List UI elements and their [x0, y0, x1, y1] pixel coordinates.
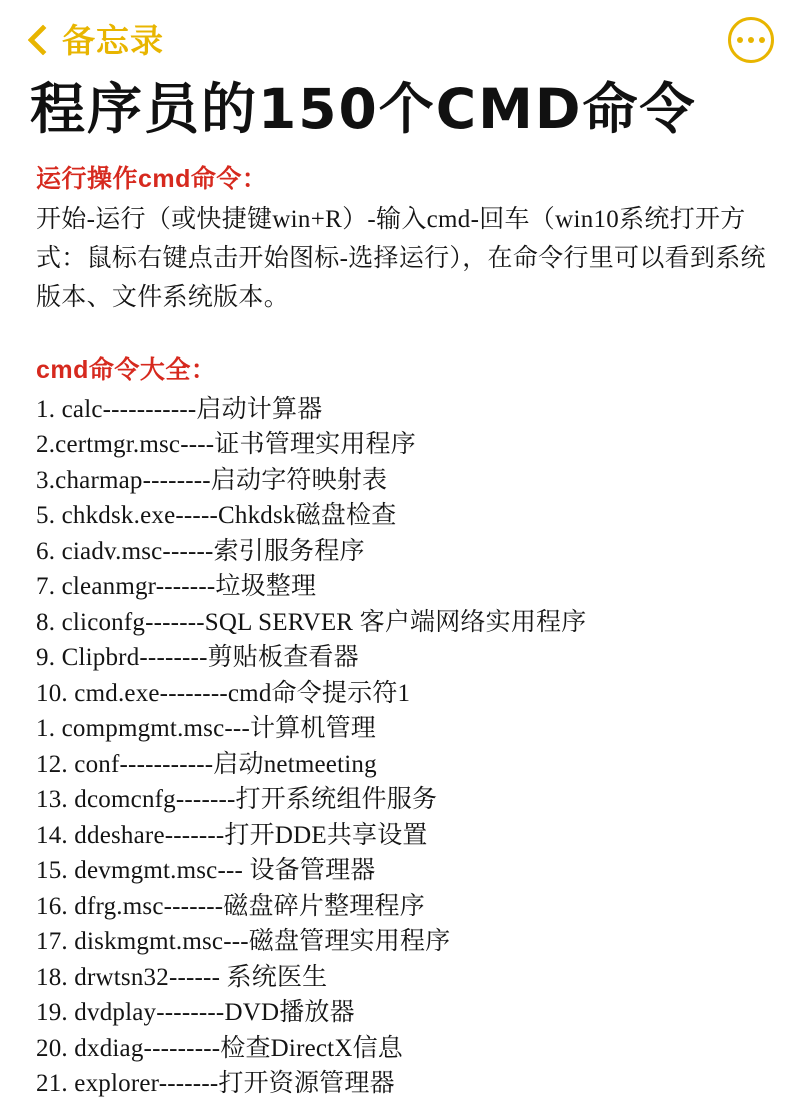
- chevron-left-icon[interactable]: [26, 23, 52, 57]
- list-item: 13. dcomcnfg-------打开系统组件服务: [36, 786, 438, 813]
- list-item: 12. conf-----------启动netmeeting: [36, 750, 377, 778]
- section-spacer: [26, 322, 774, 340]
- section-paragraph-run-cmd: 开始-运行（或快捷键win+R）-输入cmd-回车（win10系统打开方式：鼠标右键点击开始图标-选择运行），在命令行里可以看到系统版本、文件系统版本。: [36, 206, 766, 311]
- list-item: 1. compmgmt.msc---计算机管理: [36, 715, 376, 742]
- command-list: [26, 392, 774, 1102]
- section-title-run-cmd: 运行操作cmd命令：: [36, 165, 268, 194]
- list-item: 7. cleanmgr-------垃圾整理: [36, 573, 317, 600]
- list-item: 10. cmd.exe--------cmd命令提示符1: [36, 679, 411, 707]
- list-item: 2.certmgr.msc----证书管理实用程序: [36, 431, 416, 458]
- list-item: 8. cliconfg-------SQL SERVER 客户端网络实用程序: [36, 608, 587, 636]
- list-item: 5. chkdsk.exe-----Chkdsk磁盘检查: [36, 502, 397, 529]
- list-item: 20. dxdiag---------检查DirectX信息: [36, 1034, 403, 1062]
- list-item: 9. Clipbrd--------剪贴板查看器: [36, 644, 359, 671]
- list-item: 19. dvdplay--------DVD播放器: [36, 999, 355, 1026]
- more-dot-2: [748, 37, 754, 43]
- top-bar: [26, 0, 774, 74]
- list-item: 15. devmgmt.msc--- 设备管理器: [36, 857, 376, 884]
- more-dot-1: [737, 37, 743, 43]
- list-item: 16. dfrg.msc-------磁盘碎片整理程序: [36, 892, 425, 920]
- list-item: 1. calc-----------启动计算器: [36, 395, 323, 423]
- list-item: 17. diskmgmt.msc---磁盘管理实用程序: [36, 928, 451, 955]
- section-title-cmd-list: cmd命令大全：: [36, 355, 217, 384]
- top-bar-left: [26, 23, 164, 57]
- list-item: 21. explorer-------打开资源管理器: [36, 1070, 395, 1097]
- list-item: 6. ciadv.msc------索引服务程序: [36, 537, 365, 565]
- page-title: 程序员的150个CMD命令: [30, 77, 697, 141]
- more-options-icon[interactable]: [728, 17, 774, 63]
- list-item: 14. ddeshare-------打开DDE共享设置: [36, 821, 428, 849]
- list-item: 18. drwtsn32------ 系统医生: [36, 963, 328, 991]
- app-title: 备忘录: [62, 21, 164, 59]
- more-dot-3: [759, 37, 765, 43]
- list-item: 3.charmap--------启动字符映射表: [36, 466, 388, 494]
